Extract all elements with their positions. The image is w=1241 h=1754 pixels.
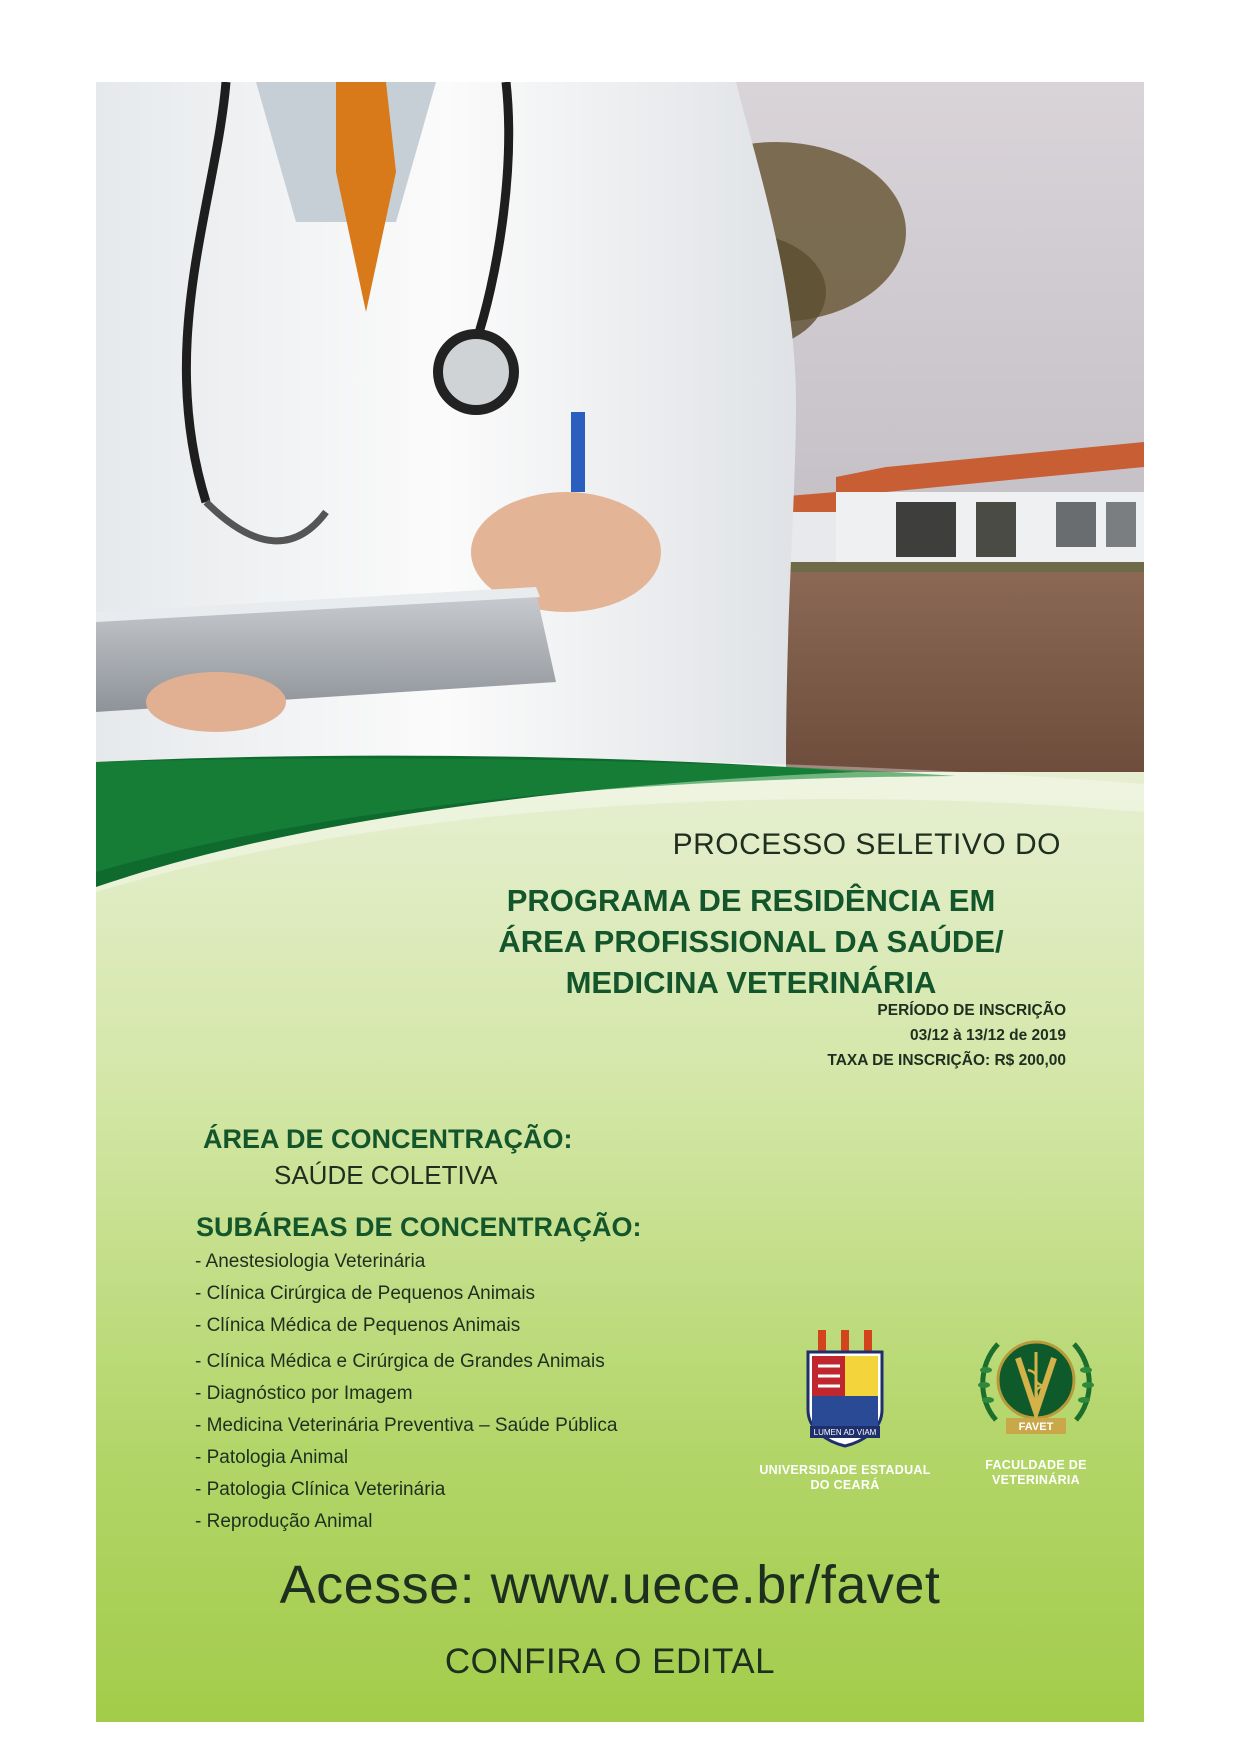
poster [96, 82, 1144, 1722]
periodo-label: PERÍODO DE INSCRIÇÃO [877, 1002, 1066, 1019]
inscricao-info [827, 998, 1066, 1073]
favet-logo [976, 1330, 1096, 1448]
uece-logo [800, 1330, 890, 1450]
periodo-value: 03/12 à 13/12 de 2019 [910, 1027, 1066, 1044]
programa-title [441, 880, 1061, 1003]
list-item: - Patologia Clínica Veterinária [195, 1479, 446, 1500]
favet-name-line-2: VETERINÁRIA [991, 1473, 1081, 1487]
subareas-title: SUBÁREAS DE CONCENTRAÇÃO: [196, 1212, 642, 1242]
area-title: ÁREA DE CONCENTRAÇÃO: [203, 1124, 573, 1154]
list-item: - Reprodução Animal [195, 1511, 373, 1532]
list-item: - Clínica Cirúrgica de Pequenos Animais [195, 1283, 536, 1304]
taxa-inscricao: TAXA DE INSCRIÇÃO: R$ 200,00 [827, 1052, 1066, 1069]
confira-edital: CONFIRA O EDITAL [444, 1642, 776, 1681]
favet-badge: FAVET [1018, 1421, 1054, 1433]
uece-name-line-1: UNIVERSIDADE ESTADUAL [759, 1463, 931, 1477]
uece-name [740, 1463, 950, 1493]
programa-line-1: PROGRAMA DE RESIDÊNCIA EM [506, 883, 996, 918]
list-item: - Diagnóstico por Imagem [195, 1383, 413, 1404]
area-value: SAÚDE COLETIVA [274, 1160, 498, 1190]
list-item: - Clínica Médica e Cirúrgica de Grandes Animais [195, 1351, 605, 1372]
uece-motto: LUMEN AD VIAM [813, 1428, 877, 1437]
acesse-url: Acesse: www.uece.br/favet [279, 1555, 941, 1615]
list-item: - Anestesiologia Veterinária [195, 1251, 426, 1272]
programa-line-2: ÁREA PROFISSIONAL DA SAÚDE/ [498, 924, 1004, 959]
uece-name-line-2: DO CEARÁ [810, 1478, 880, 1492]
list-item: - Patologia Animal [195, 1447, 349, 1468]
processo-seletivo-text: PROCESSO SELETIVO DO [672, 828, 1061, 861]
subareas-list [195, 1246, 617, 1538]
hero-photo [96, 82, 1144, 772]
programa-line-3: MEDICINA VETERINÁRIA [565, 965, 937, 1000]
list-item: - Clínica Médica de Pequenos Animais [195, 1315, 521, 1336]
favet-name [960, 1458, 1112, 1488]
favet-name-line-1: FACULDADE DE [985, 1458, 1087, 1472]
list-item: - Medicina Veterinária Preventiva – Saúde Pública [195, 1415, 618, 1436]
